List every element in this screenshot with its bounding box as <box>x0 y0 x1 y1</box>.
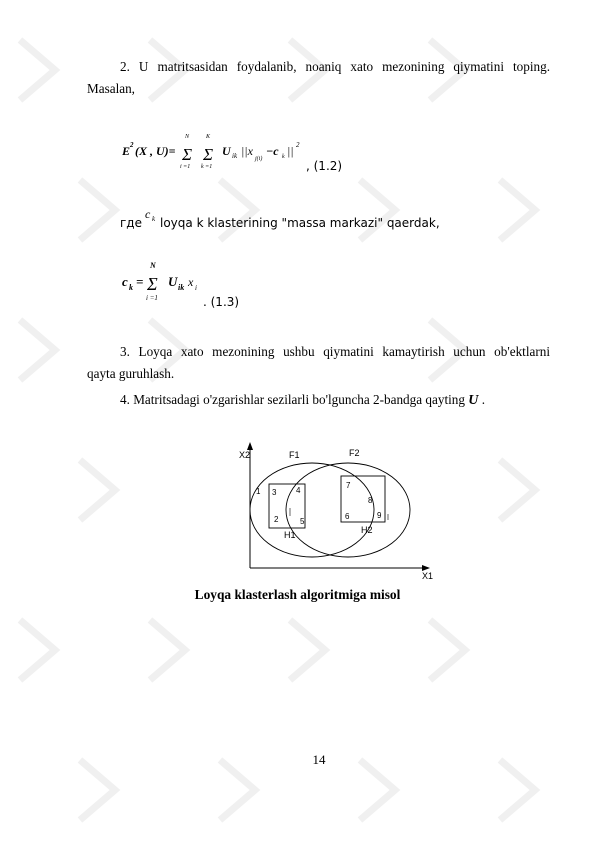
svg-text:i =1: i =1 <box>146 294 158 302</box>
svg-text:||: || <box>287 144 294 158</box>
svg-text:Σ: Σ <box>182 145 193 164</box>
point-2: 2 <box>274 515 279 524</box>
svg-text:=: = <box>136 274 144 289</box>
where-prefix: где <box>120 216 142 230</box>
svg-text:E: E <box>122 144 131 158</box>
point-8: 8 <box>368 496 373 505</box>
svg-text:k: k <box>152 215 156 223</box>
svg-text:ik: ik <box>178 283 185 292</box>
svg-text:2: 2 <box>130 141 134 149</box>
svg-text:N: N <box>185 134 190 140</box>
svg-text:k: k <box>129 283 133 292</box>
paragraph-step-2-line-2: Masalan, <box>87 81 135 96</box>
point-5: 5 <box>300 517 305 526</box>
svg-text:c: c <box>145 207 151 221</box>
figure-caption: Loyqa klasterlash algoritmiga misol <box>194 587 401 602</box>
svg-text:i =1: i =1 <box>180 164 191 170</box>
svg-text:||x: ||x <box>241 144 253 158</box>
svg-text:Σ: Σ <box>203 145 214 164</box>
svg-text:Σ: Σ <box>147 274 158 294</box>
svg-text:(X , U)=: (X , U)= <box>135 144 176 158</box>
svg-text:2: 2 <box>296 141 300 149</box>
point-7: 7 <box>346 481 351 490</box>
fuzzy-clustering-figure <box>236 436 446 586</box>
svg-text:U: U <box>168 274 178 289</box>
f1-label: F1 <box>289 450 300 460</box>
y-axis-label: X2 <box>239 450 251 460</box>
point-3: 3 <box>272 488 277 497</box>
svg-text:N: N <box>150 261 156 270</box>
paragraph-step-2-line-1: 2. U matritsasidan foydalanib, noaniq xato mezonining qiymatini toping. <box>120 59 550 74</box>
u-symbol: U <box>468 393 479 408</box>
formula-1-2 <box>122 130 322 180</box>
svg-text:c: c <box>122 274 128 289</box>
point-6: 6 <box>345 512 350 521</box>
paragraph-step-3-line-1: 3. Loyqa xato mezonining ushbu qiymatini kamaytirish uchun ob'ektlarni <box>120 344 550 359</box>
point-9: 9 <box>377 511 382 520</box>
svg-text:U: U <box>222 144 231 158</box>
point-4: 4 <box>296 486 301 495</box>
h2-label: H2 <box>361 525 373 535</box>
x-axis-label: X1 <box>422 571 434 581</box>
svg-text:ik: ik <box>232 152 238 160</box>
ck-symbol <box>144 206 160 226</box>
point-1: 1 <box>256 487 261 496</box>
svg-text:k: k <box>282 154 285 160</box>
y-axis-arrow <box>247 442 253 450</box>
h1-label: H1 <box>284 530 296 540</box>
svg-text:−c: −c <box>266 144 279 158</box>
page-number: 14 <box>312 752 326 767</box>
where-text: loyqa k klasterining "massa markazi" qaerdak, <box>160 216 440 230</box>
formula-1-3-label: . (1.3) <box>203 295 240 309</box>
svg-text:k =1: k =1 <box>201 164 213 170</box>
f2-label: F2 <box>349 448 360 458</box>
paragraph-step-4-text: 4. Matritsadagi o'zgarishlar sezilarli bo'lguncha 2-bandga qayting <box>120 392 465 407</box>
svg-text:K: K <box>206 134 211 140</box>
paragraph-step-4 <box>120 390 485 410</box>
svg-text:j(i): j(i) <box>255 156 263 162</box>
svg-text:i: i <box>195 284 197 292</box>
svg-text:x: x <box>188 275 194 289</box>
paragraph-step-3-line-2: qayta guruhlash. <box>87 366 175 381</box>
formula-1-2-label: , (1.2) <box>306 159 343 173</box>
paragraph-step-4-end: . <box>481 392 485 407</box>
